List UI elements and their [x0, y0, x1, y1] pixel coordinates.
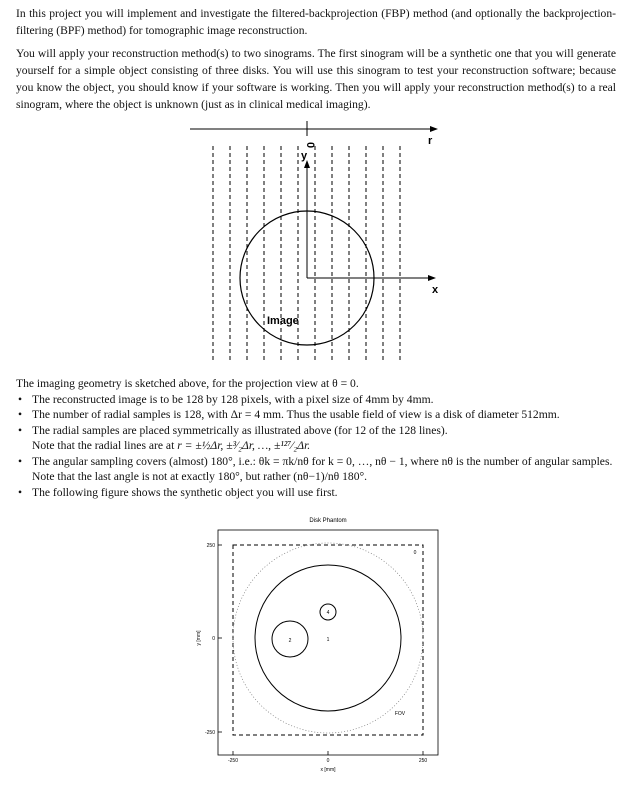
r-axis-arrow: [430, 126, 438, 132]
x-axis-arrow: [428, 275, 436, 281]
y-label: y: [301, 150, 308, 162]
phantom-title: Disk Phantom: [309, 518, 347, 524]
geometry-intro: The imaging geometry is sketched above, for the projection view at θ = 0.: [16, 377, 359, 390]
disk-1-label: 1: [326, 637, 330, 643]
bullet-radial-placement-text: The radial samples are placed symmetrically as illustrated above (for 12 of the 128 lines).: [32, 423, 448, 437]
bullet-angular-sampling: • The angular sampling covers (almost) 180°, i.e.: θk = πk/nθ for k = 0, …, nθ − 1, where nθ is the number of angular samples. Note that the last angle is not at exactly 180°, but rather (nθ−1)/nθ 180°.: [30, 454, 616, 485]
x-tick-label: 250: [418, 758, 428, 764]
origin-label: 0: [304, 142, 316, 149]
radial-note-math: r = ±½Δr, ±³⁄₂Δr, …, ±¹²⁷⁄₂Δr.: [177, 439, 311, 452]
bullet-image-size: • The reconstructed image is to be 128 by 128 pixels, with a pixel size of 4mm by 4mm.: [30, 392, 616, 408]
disk-2-label: 2: [288, 638, 292, 644]
intro-paragraph-1: In this project you will implement and investigate the filtered-backprojection (FBP) method (and optionally the backprojection-filtering (BPF) method) for tomographic image reconstruction.: [16, 7, 616, 37]
geometry-figure: [180, 118, 450, 368]
bullet-list: [16, 392, 616, 501]
zero-label: 0: [413, 550, 417, 556]
image-label: Image: [267, 315, 299, 327]
x-tick-label: 0: [326, 758, 330, 764]
radial-note-prefix: Note that the radial lines are at: [32, 439, 175, 452]
x-axis-label: x [mm]: [320, 767, 336, 773]
y-tick-label: -250: [204, 730, 215, 736]
bullet-following-figure: • The following figure shows the synthetic object you will use first.: [30, 485, 616, 501]
y-axis-label: y [mm]: [196, 630, 202, 646]
y-tick-label: 250: [206, 543, 215, 549]
bullet-radial-placement: [30, 423, 616, 454]
x-tick-label: -250: [227, 758, 239, 764]
r-label: r: [428, 135, 433, 147]
phantom-figure: [190, 510, 450, 780]
geometry-description: [16, 376, 616, 500]
intro-paragraph-2: You will apply your reconstruction method(s) to two sinograms. The first sinogram will be a synthetic one that you will generate yourself for a simple object consisting of three disks. You will use this sinogram to test your reconstruction software; because you know the object, you should know if your software is working. Then you will apply your reconstruction method(s) to a real sinogram, where the object is unknown (just as in clinical medical imaging).: [16, 47, 616, 111]
x-label: x: [432, 284, 439, 296]
disk-4-label: 4: [326, 610, 330, 616]
bullet-radial-samples: • The number of radial samples is 128, with Δr = 4 mm. Thus the usable field of view is a disk of diameter 512mm.: [30, 407, 616, 423]
y-tick-label: 0: [212, 636, 215, 642]
fov-label: FOV: [394, 711, 406, 717]
